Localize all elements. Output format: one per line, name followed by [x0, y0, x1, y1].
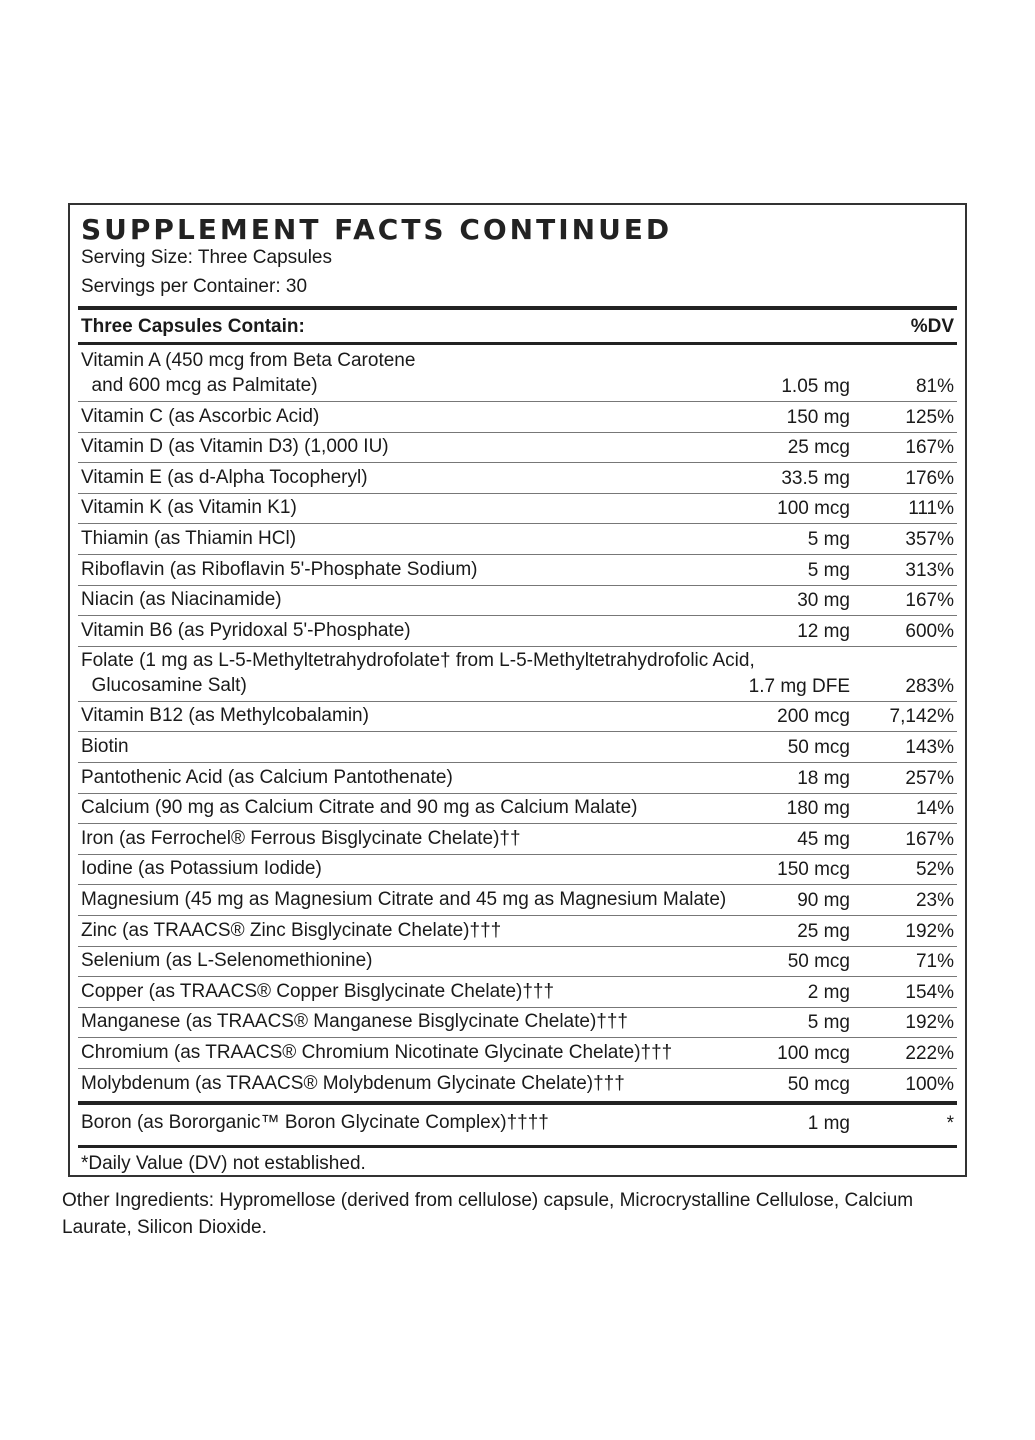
- section-rule: [78, 1101, 957, 1105]
- nutrient-daily-value: 357%: [905, 528, 954, 550]
- nutrient-amount: 5 mg: [807, 559, 850, 581]
- nutrient-name: Manganese (as TRAACS® Manganese Bisglycinate Chelate)†††: [81, 1011, 629, 1033]
- nutrient-daily-value: 14%: [915, 798, 954, 820]
- nutrient-amount: 2 mg: [807, 981, 850, 1003]
- daily-value-footnote: *Daily Value (DV) not established.: [81, 1153, 366, 1174]
- dv-header: %DV: [910, 316, 954, 337]
- nutrient-row: [78, 585, 957, 617]
- nutrient-daily-value: 125%: [905, 406, 954, 428]
- nutrient-row: [78, 854, 957, 886]
- nutrient-daily-value: 52%: [915, 859, 954, 881]
- nutrient-amount: 200 mcg: [777, 706, 850, 728]
- nutrient-name: Chromium (as TRAACS® Chromium Nicotinate Glycinate Chelate)†††: [81, 1041, 673, 1063]
- nutrient-row: [78, 701, 957, 733]
- nutrient-amount: 5 mg: [807, 1012, 850, 1034]
- nutrient-row: [78, 493, 957, 525]
- nutrient-amount: 50 mcg: [787, 736, 850, 758]
- nutrient-daily-value: 81%: [915, 376, 954, 397]
- nutrient-daily-value: 167%: [905, 590, 954, 612]
- nutrient-row: [78, 1068, 957, 1099]
- serving-size: Serving Size: Three Capsules: [81, 247, 332, 268]
- nutrient-row: [78, 1107, 957, 1138]
- nutrient-name: Folate (1 mg as L-5-Methyltetrahydrofolate† from L-5-Methyltetrahydrofolic Acid, Glucosamine Salt): [81, 649, 755, 696]
- nutrient-row: [78, 523, 957, 555]
- nutrient-row: [78, 731, 957, 763]
- nutrient-row: [78, 401, 957, 433]
- nutrient-daily-value: 257%: [905, 767, 954, 789]
- nutrient-daily-value: 7,142%: [889, 706, 954, 728]
- nutrient-amount: 25 mg: [797, 920, 850, 942]
- nutrient-name: Vitamin E (as d-Alpha Tocopheryl): [81, 466, 368, 488]
- nutrient-amount: 1.7 mg DFE: [748, 675, 850, 697]
- nutrient-daily-value: *: [946, 1112, 954, 1134]
- nutrient-name: Vitamin A (450 mcg from Beta Carotene and 600 mcg as Palmitate): [81, 350, 416, 396]
- nutrient-daily-value: 222%: [905, 1042, 954, 1064]
- nutrient-name: Niacin (as Niacinamide): [81, 589, 282, 611]
- nutrient-row: [78, 793, 957, 825]
- nutrient-row: [78, 823, 957, 855]
- nutrient-name: Vitamin D (as Vitamin D3) (1,000 IU): [81, 436, 389, 458]
- nutrient-name: Vitamin C (as Ascorbic Acid): [81, 405, 320, 427]
- nutrient-name: Selenium (as L-Selenomethionine): [81, 950, 373, 972]
- nutrient-name: Molybdenum (as TRAACS® Molybdenum Glycinate Chelate)†††: [81, 1072, 625, 1094]
- nutrient-amount: 50 mcg: [787, 951, 850, 973]
- amount-header: Three Capsules Contain:: [81, 316, 305, 337]
- nutrient-amount: 18 mg: [797, 767, 850, 789]
- nutrient-daily-value: 176%: [905, 467, 954, 489]
- nutrient-amount: 1.05 mg: [781, 376, 850, 397]
- nutrient-row: [78, 462, 957, 494]
- nutrient-row: [78, 1037, 957, 1069]
- nutrient-row: [78, 554, 957, 586]
- nutrient-name: Vitamin B12 (as Methylcobalamin): [81, 705, 369, 727]
- nutrient-row: [78, 646, 957, 702]
- nutrient-row: [78, 762, 957, 794]
- nutrient-amount: 12 mg: [797, 620, 850, 642]
- header-rule: [78, 306, 957, 310]
- nutrient-daily-value: 313%: [905, 559, 954, 581]
- nutrient-row: [78, 915, 957, 947]
- nutrient-daily-value: 600%: [905, 620, 954, 642]
- nutrient-amount: 50 mcg: [787, 1073, 850, 1095]
- nutrient-name: Calcium (90 mg as Calcium Citrate and 90 mg as Calcium Malate): [81, 797, 638, 819]
- nutrient-name: Biotin: [81, 735, 129, 757]
- nutrient-daily-value: 111%: [908, 498, 954, 520]
- nutrient-name: Copper (as TRAACS® Copper Bisglycinate Chelate)†††: [81, 980, 555, 1002]
- nutrient-row: [78, 432, 957, 464]
- nutrient-amount: 30 mg: [797, 590, 850, 612]
- nutrient-name: Thiamin (as Thiamin HCl): [81, 527, 297, 549]
- nutrient-row: [78, 346, 957, 402]
- nutrient-daily-value: 167%: [905, 828, 954, 850]
- nutrient-name: Iron (as Ferrochel® Ferrous Bisglycinate Chelate)††: [81, 827, 521, 849]
- nutrient-amount: 150 mcg: [777, 859, 850, 881]
- footnote-rule: [78, 1145, 957, 1148]
- supplement-facts-panel: [68, 203, 967, 1177]
- nutrient-row: [78, 946, 957, 978]
- nutrient-amount: 45 mg: [797, 828, 850, 850]
- nutrient-name: Magnesium (45 mg as Magnesium Citrate and 45 mg as Magnesium Malate): [81, 888, 727, 910]
- nutrient-amount: 25 mcg: [787, 437, 850, 459]
- nutrient-daily-value: 192%: [905, 1012, 954, 1034]
- nutrient-daily-value: 71%: [915, 951, 954, 973]
- nutrient-daily-value: 283%: [905, 675, 954, 697]
- nutrient-daily-value: 23%: [915, 889, 954, 911]
- nutrient-row: [78, 976, 957, 1008]
- nutrient-amount: 180 mg: [786, 798, 850, 820]
- servings-per-container: Servings per Container: 30: [81, 276, 308, 297]
- nutrient-name: Zinc (as TRAACS® Zinc Bisglycinate Chelate)†††: [81, 919, 502, 941]
- nutrient-row: [78, 1007, 957, 1039]
- nutrient-name: Riboflavin (as Riboflavin 5'-Phosphate Sodium): [81, 558, 478, 580]
- nutrient-row: [78, 615, 957, 647]
- nutrient-amount: 100 mcg: [777, 1042, 850, 1064]
- nutrient-amount: 90 mg: [797, 889, 850, 911]
- nutrient-daily-value: 154%: [905, 981, 954, 1003]
- nutrient-name: Iodine (as Potassium Iodide): [81, 858, 322, 880]
- header-bottom-rule: [78, 342, 957, 345]
- nutrient-name: Boron (as Bororganic™ Boron Glycinate Complex)††††: [81, 1111, 549, 1133]
- nutrient-name: Vitamin K (as Vitamin K1): [81, 497, 297, 519]
- nutrient-name: Pantothenic Acid (as Calcium Pantothenate): [81, 766, 453, 788]
- nutrient-name: Vitamin B6 (as Pyridoxal 5'-Phosphate): [81, 619, 411, 641]
- nutrient-amount: 150 mg: [786, 406, 850, 428]
- nutrient-amount: 33.5 mg: [781, 467, 850, 489]
- nutrient-amount: 1 mg: [807, 1112, 850, 1134]
- nutrient-amount: 100 mcg: [777, 498, 850, 520]
- nutrient-daily-value: 100%: [905, 1073, 954, 1095]
- nutrient-daily-value: 143%: [905, 736, 954, 758]
- nutrient-daily-value: 192%: [905, 920, 954, 942]
- nutrient-daily-value: 167%: [905, 437, 954, 459]
- panel-title: SUPPLEMENT FACTS CONTINUED: [81, 213, 673, 246]
- nutrient-amount: 5 mg: [807, 528, 850, 550]
- nutrient-row: [78, 884, 957, 916]
- other-ingredients: Other Ingredients: Hypromellose (derived from cellulose) capsule, Microcrystalline Cellulose, Calcium Laurate, Silicon Dioxide.: [62, 1190, 914, 1238]
